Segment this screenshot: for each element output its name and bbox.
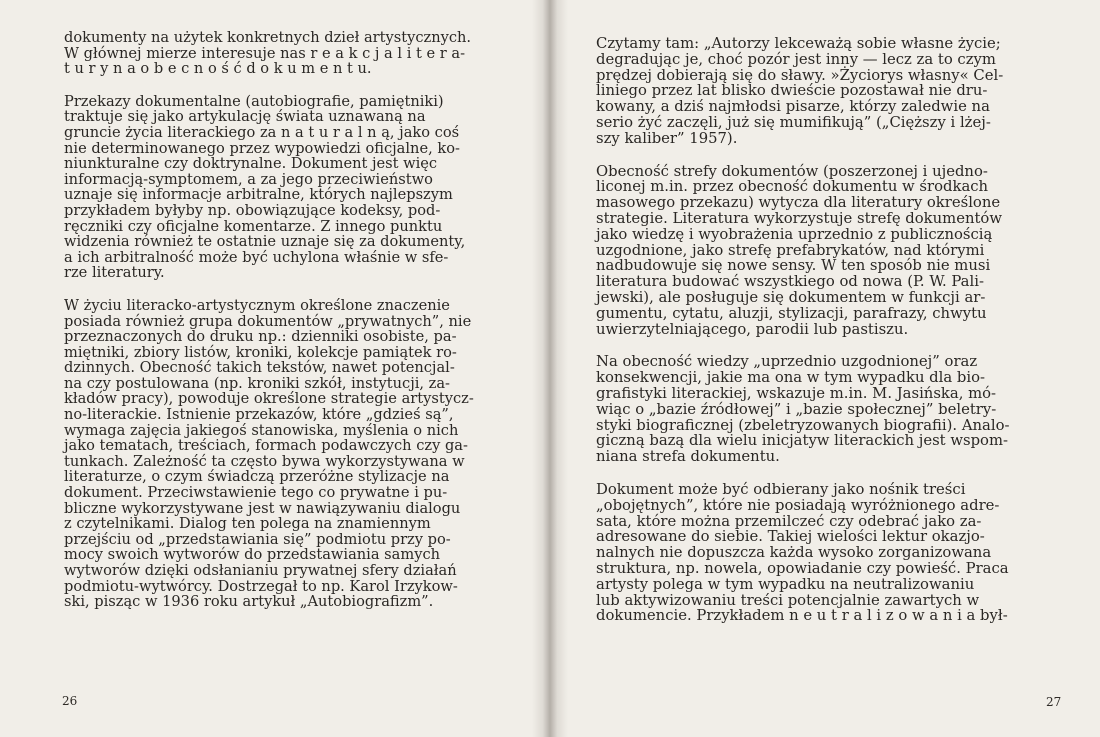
- right-paragraph-2: Obecność strefy dokumentów (poszerzonej i ujedno- liconej m.in. przez obecność dokumentu w środkach masowego przekazu) wytycza dla literatury określone strategie. Literatura wykorzystuje strefę dokumentów jako wiedzę i wyobrażenia uprzednio z publicznością uzgodnione, jako strefę prefabrykatów, nad którymi nadbudowuje się nowe sensy. W ten sposób nie musi literatura budować wszystkiego od nowa (P. W. Pali- jewski), ale posługuje się dokumentem w funkcji ar- gumentu, cytatu, aluzji, stylizacji, parafrazy, chwytu uwierzytelniającego, parodii lub pastiszu.: [596, 162, 1003, 338]
- left-page-number: 26: [62, 694, 78, 708]
- right-page-number: 27: [1046, 695, 1062, 709]
- left-page: [64, 30, 510, 627]
- right-page: [596, 36, 1044, 641]
- left-paragraph-2: Przekazy dokumentalne (autobiografie, pamiętniki) traktuje się jako artykulację świata uznawaną na gruncie życia literackiego za n a t u r a l n ą, jako coś nie determinowanego przez wypowiedzi oficjalne, ko- niunkturalne czy doktrynalne. Dokument jest więc informacją-symptomem, a za jego przeciwieństwo uznaje się informacje arbitralne, których najlepszym przykładem byłyby np. obowiązujące kodeksy, pod- ręczniki czy oficjalne komentarze. Z innego punktu widzenia również te ostatnie uznaje się za dokumenty, a ich arbitralność może być uchylona właśnie w sfe- rze literatury.: [64, 92, 466, 282]
- left-paragraph-1: dokumenty na użytek konkretnych dzieł artystycznych. W głównej mierze interesuje nas r e a k c j a l i t e r a- t u r y n a o b e c n o ś ć d o k u m e n t u.: [64, 29, 472, 78]
- right-paragraph-1: Czytamy tam: „Autorzy lekceważą sobie własne życie; degradując je, choć pozór jest inny — lecz za to czym prędzej dobierają się do sławy. »Życiorys własny« Cel- liniego przez lat blisko dwieście pozostawał nie dru- kowany, a dziś najmłodsi pisarze, którzy zaledwie na serio żyć zaczęli, już się mumifikują” („Cięższy i lżej- szy kaliber” 1957).: [596, 35, 1004, 147]
- left-paragraph-3: W życiu literacko-artystycznym określone znaczenie posiada również grupa dokumentów „prywatnych”, nie przeznaczonych do druku np.: dzienniki osobiste, pa- miętniki, zbiory listów, kroniki, kolekcje pamiątek ro- dzinnych. Obecność takich tekstów, nawet potencjal- na czy postulowana (np. kroniki szkół, instytucji, za- kładów pracy), powoduje określone strategie artystycz- no-literackie. Istnienie przekazów, które „gdzieś są”, wymaga zajęcia jakiegoś stanowiska, myślenia o nich jako tematach, treściach, formach podawczych czy ga- tunkach. Zależność ta często bywa wykorzystywana w literaturze, o czym świadczą przeróżne stylizacje na dokument. Przeciwstawienie tego co prywatne i pu- bliczne wykorzystywane jest w nawiązywaniu dialogu z czytelnikami. Dialog ten polega na znamiennym przejściu od „przedstawiania się” podmiotu przy po- mocy swoich wytworów do przedstawiania samych wytworów dzięki odsłanianiu prywatnej sfery działań podmiotu-wytwórcy. Dostrzegał to np. Karol Irzykow- ski, pisząc w 1936 roku artykuł „Autobiografizm”.: [64, 296, 474, 611]
- book-gutter: [532, 0, 568, 737]
- right-paragraph-3: Na obecność wiedzy „uprzednio uzgodnionej” oraz konsekwencji, jakie ma ona w tym wypadku dla bio- grafistyki literackiej, wskazuje m.in. M. Jasińska, mó- wiąc o „bazie źródłowej” i „bazie społecznej” beletry- styki biograficznej (zbeletryzowanych biografii). Analo- giczną bazą dla wielu inicjatyw literackich jest wspom- niana strefa dokumentu.: [596, 353, 1010, 466]
- right-paragraph-4: Dokument może być odbierany jako nośnik treści „obojętnych”, które nie posiadają wyróżnionego adre- sata, które można przemilczeć czy odebrać jako za- adresowane do siebie. Takiej wielości lektur okazjo- nalnych nie dopuszcza każda wysoko zorganizowana struktura, np. nowela, opowiadanie czy powieść. Praca artysty polega w tym wypadku na neutralizowaniu lub aktywizowaniu treści potencjalnie zawartych w dokumencie. Przykładem n e u t r a l i z o w a n i a był-: [596, 480, 1009, 625]
